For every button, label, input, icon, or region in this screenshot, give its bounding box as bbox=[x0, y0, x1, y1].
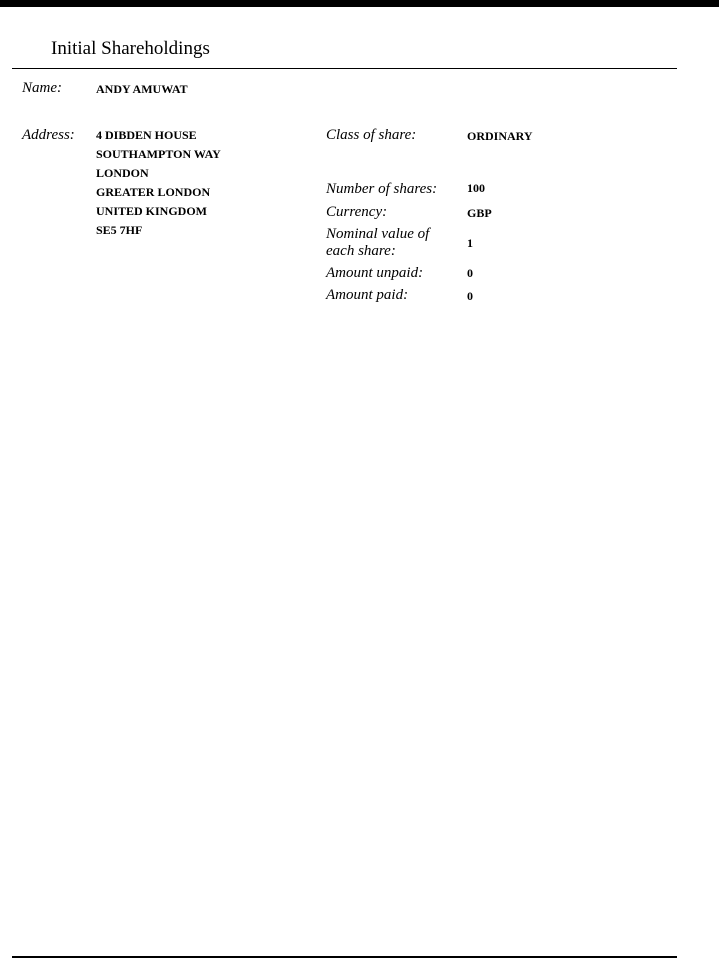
number-of-shares-label: Number of shares: bbox=[326, 181, 438, 197]
amount-paid-label: Amount paid: bbox=[326, 287, 409, 303]
section-title: Initial Shareholdings bbox=[51, 38, 210, 59]
address-line: UNITED KINGDOM bbox=[96, 204, 208, 218]
name-label: Name: bbox=[22, 80, 62, 96]
currency-value: GBP bbox=[467, 206, 492, 220]
page-bottom-rule bbox=[12, 956, 677, 958]
shareholder-name: ANDY AMUWAT bbox=[96, 82, 188, 96]
nominal-value-label-line2: each share: bbox=[326, 243, 396, 259]
nominal-value-label-line1: Nominal value of bbox=[326, 226, 430, 242]
title-divider bbox=[12, 68, 677, 69]
amount-unpaid-value: 0 bbox=[467, 266, 473, 280]
address-line: 4 DIBDEN HOUSE bbox=[96, 128, 197, 142]
address-line: SE5 7HF bbox=[96, 223, 143, 237]
class-of-share-label: Class of share: bbox=[326, 127, 417, 143]
currency-label: Currency: bbox=[326, 204, 388, 220]
amount-unpaid-label: Amount unpaid: bbox=[326, 265, 424, 281]
address-block bbox=[96, 126, 221, 240]
address-line: GREATER LONDON bbox=[96, 185, 211, 199]
nominal-value: 1 bbox=[467, 236, 473, 250]
amount-paid-value: 0 bbox=[467, 289, 473, 303]
class-of-share-value: ORDINARY bbox=[467, 129, 533, 143]
address-line: SOUTHAMPTON WAY bbox=[96, 147, 221, 161]
address-line: LONDON bbox=[96, 166, 149, 180]
address-label: Address: bbox=[22, 127, 75, 143]
number-of-shares-value: 100 bbox=[467, 181, 485, 195]
page-top-border bbox=[0, 0, 719, 7]
